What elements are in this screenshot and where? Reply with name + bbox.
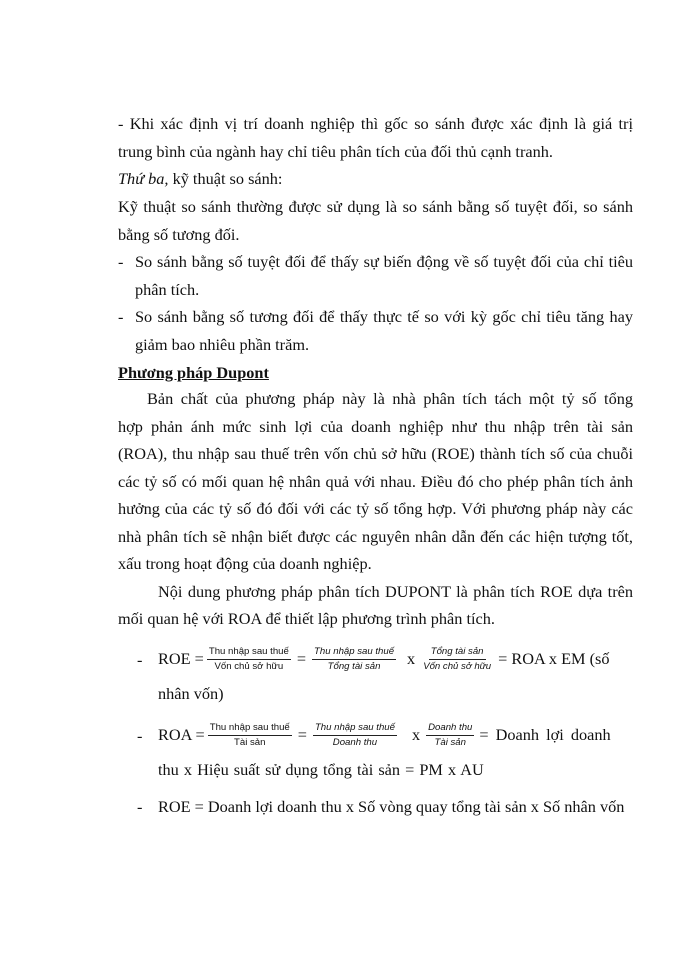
italic-label: Thứ ba, — [118, 169, 169, 188]
paragraph-line: Bản chất của phương pháp này là nhà phân tích tách một tỷ số tổng — [147, 389, 633, 408]
fraction: $\frac{\text{Thu nhập sau thuế}}{\text{Vốn chủ sở hữu}}$ — [208, 646, 289, 672]
formula-rhs: = ROA x EM (số — [498, 649, 610, 668]
fraction: $\frac{\text{Thu nhập sau thuế}}{\text{Doanh thu}}$ — [314, 722, 395, 748]
bullet-dash: - — [137, 797, 143, 816]
section-heading: Phương pháp Dupont — [118, 363, 269, 382]
bullet-line: So sánh bằng số tuyệt đối để thấy sự biến động về số tuyệt đối của chỉ tiêu — [135, 252, 633, 271]
bullet-dash: - — [118, 307, 124, 326]
paragraph-line: Kỹ thuật so sánh thường được sử dụng là so sánh bằng số tuyệt đối, so sánh — [118, 197, 633, 216]
paragraph-line: trung bình của ngành hay chỉ tiêu phân tích của đối thủ cạnh tranh. — [118, 142, 553, 161]
roe-formula — [158, 640, 609, 678]
fraction: $\frac{\text{Tổng tài sản}}{\text{Vốn chủ sở hữu}}$ — [423, 646, 492, 672]
roe-dupont-formula: ROE = Doanh lợi doanh thu x Số vòng quay tổng tài sản x Số nhân vốn — [158, 797, 625, 816]
equals-sign: = — [296, 649, 307, 668]
fraction: $\frac{\text{Thu nhập sau thuế}}{\text{Tổng tài sản}}$ — [314, 646, 395, 672]
paragraph-line: mối quan hệ với ROA để thiết lập phương trình phân tích. — [118, 609, 495, 628]
bullet-line: phân tích. — [135, 280, 200, 299]
paragraph-line: bằng số tương đối. — [118, 225, 240, 244]
paragraph-line: các tỷ số có mối quan hệ nhân quả với nhau. Điều đó cho phép phân tích ảnh — [118, 472, 633, 491]
fraction: $\frac{\text{Thu nhập sau thuế}}{\text{Tài sản}}$ — [209, 722, 290, 748]
paragraph-line: (ROA), thu nhập sau thuế trên vốn chủ sở hữu (ROE) thành tích số của chuỗi — [118, 444, 633, 463]
fraction: $\frac{\text{Doanh thu}}{\text{Tài sản}}$ — [428, 722, 473, 748]
paragraph-line: hưởng của các tỷ số đó đối với các tỷ số tổng hợp. Với phương pháp này các — [118, 499, 633, 518]
bullet-line: So sánh bằng số tương đối để thấy thực tế so với kỳ gốc chỉ tiêu tăng hay — [135, 307, 633, 326]
paragraph-line: Nội dung phương pháp phân tích DUPONT là phân tích ROE dựa trên — [158, 582, 633, 601]
paragraph-line: nhà phân tích sẽ nhận biết được các nguyên nhân dẫn đến các hiện tượng tốt, — [118, 527, 633, 546]
bullet-dash: - — [118, 252, 124, 271]
formula-rhs: = Doanh lợi doanh — [479, 725, 611, 744]
formula-lhs: ROE = — [158, 649, 204, 668]
paragraph-line: - Khi xác định vị trí doanh nghiệp thì gốc so sánh được xác định là giá trị — [118, 114, 633, 133]
equals-sign: = — [297, 725, 307, 744]
bullet-dash: - — [137, 726, 143, 745]
label-text: kỹ thuật so sánh: — [168, 169, 283, 188]
paragraph-line: xấu trong hoạt động của doanh nghiệp. — [118, 554, 372, 573]
multiply-sign: x — [411, 725, 421, 744]
paragraph-line: hợp phản ánh mức sinh lợi của doanh nghiệp như thu nhập trên tài sản — [118, 417, 633, 436]
formula-lhs: ROA = — [158, 725, 205, 744]
multiply-sign: x — [407, 649, 416, 668]
formula-continuation: nhân vốn) — [158, 684, 224, 703]
bullet-line: giảm bao nhiêu phần trăm. — [135, 335, 310, 354]
third-technique-line — [118, 169, 282, 189]
bullet-dash: - — [137, 650, 143, 669]
formula-continuation: thu x Hiệu suất sử dụng tổng tài sản = PM x AU — [158, 760, 484, 779]
roa-formula — [158, 716, 611, 754]
